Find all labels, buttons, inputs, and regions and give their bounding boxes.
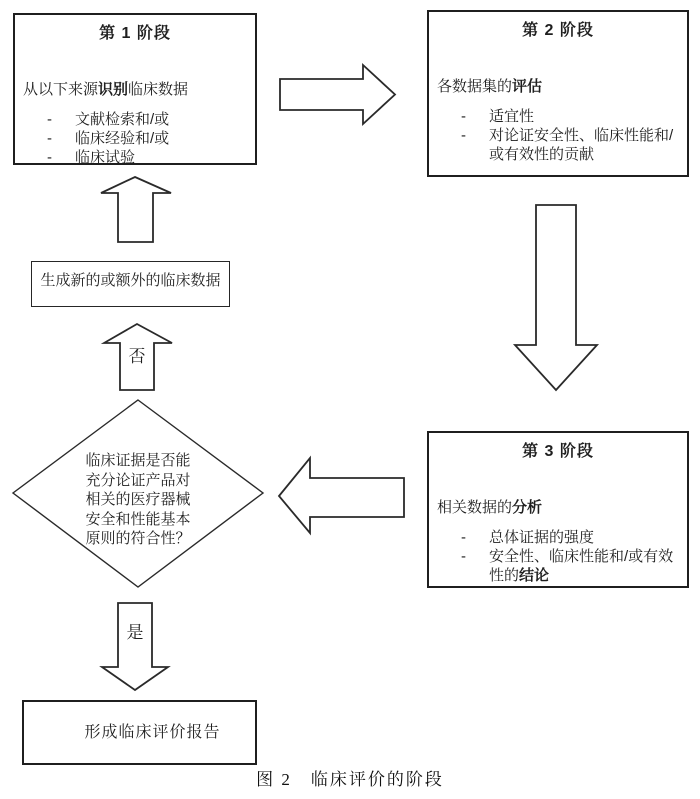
arrow-decision-to-report [99,600,171,693]
arrow-generate-to-stage1 [99,175,175,245]
stage2-bullet-list [429,107,685,164]
stage3-bullet-list [429,528,685,585]
stage3-lead-pre: 相关数据的 [437,499,513,516]
report-box [22,700,257,765]
stage3-lead-bold: 分析 [512,499,543,516]
stage1-lead-bold: 识别 [98,81,129,98]
arrow-stage2-to-stage3 [512,202,600,393]
stage1-lead [23,78,188,99]
stage3-lead [437,496,542,517]
bullet-dash: - [461,127,466,144]
bullet-dash: - [47,130,52,147]
stage2-title: 第 2 阶段 [522,22,594,39]
stage1-title: 第 1 阶段 [99,25,171,42]
stage1-bullet-2: - 临床经验和/或 [47,130,170,147]
decision-line-3: 相关的医疗器械 [85,491,191,508]
label-yes: 是 [126,623,144,642]
bullet-dash: - [461,108,466,125]
decision-line-4: 安全和性能基本 [85,510,191,528]
stage2-box [427,10,689,177]
stage3-bullet-2 [429,547,685,585]
stage3-bullet-1: - 总体证据的强度 [461,529,595,546]
stage2-lead [437,75,542,96]
stage2-lead-pre: 各数据集的 [437,78,513,95]
generate-data-box [31,261,230,307]
arrow-stage1-to-stage2 [277,62,399,128]
bullet-dash: - [461,529,466,546]
generate-data-text: 生成新的或额外的临床数据 [40,272,221,289]
report-text: 形成临床评价报告 [84,724,221,741]
arrow-stage3-to-decision [276,455,407,536]
stage2-bullet-2: - 对论证安全性、临床性能和/或有效性的贡献 [461,127,674,163]
decision-line-2: 充分论证产品对 [85,471,191,489]
stage1-bullet-3: - 临床试验 [47,149,136,166]
label-no: 否 [128,347,146,366]
decision-line-1: 临床证据是否能 [85,452,191,469]
stage3-title: 第 3 阶段 [522,443,594,460]
stage2-lead-bold: 评估 [512,78,543,95]
stage1-lead-pre: 从以下来源 [23,81,99,98]
bullet-dash: - [47,111,52,128]
stage1-box [13,13,257,165]
stage1-lead-post: 临床数据 [128,81,189,98]
stage1-bullet-1: - 文献检索和/或 [47,111,170,128]
bullet-dash: - [461,548,466,565]
stage3-box [427,431,689,588]
stage3-bullet-2-bold: 结论 [519,567,550,584]
bullet-dash: - [47,149,52,166]
stage1-bullet-list [15,110,253,167]
stage2-bullet-1: - 适宜性 [461,108,535,125]
decision-question [58,451,218,549]
stage3-bullet-2-text: 安全性、临床性能和/或有效性的 [489,548,674,584]
figure-caption: 图 2 临床评价的阶段 [256,770,444,789]
decision-line-5: 原则的符合性？ [85,530,191,547]
